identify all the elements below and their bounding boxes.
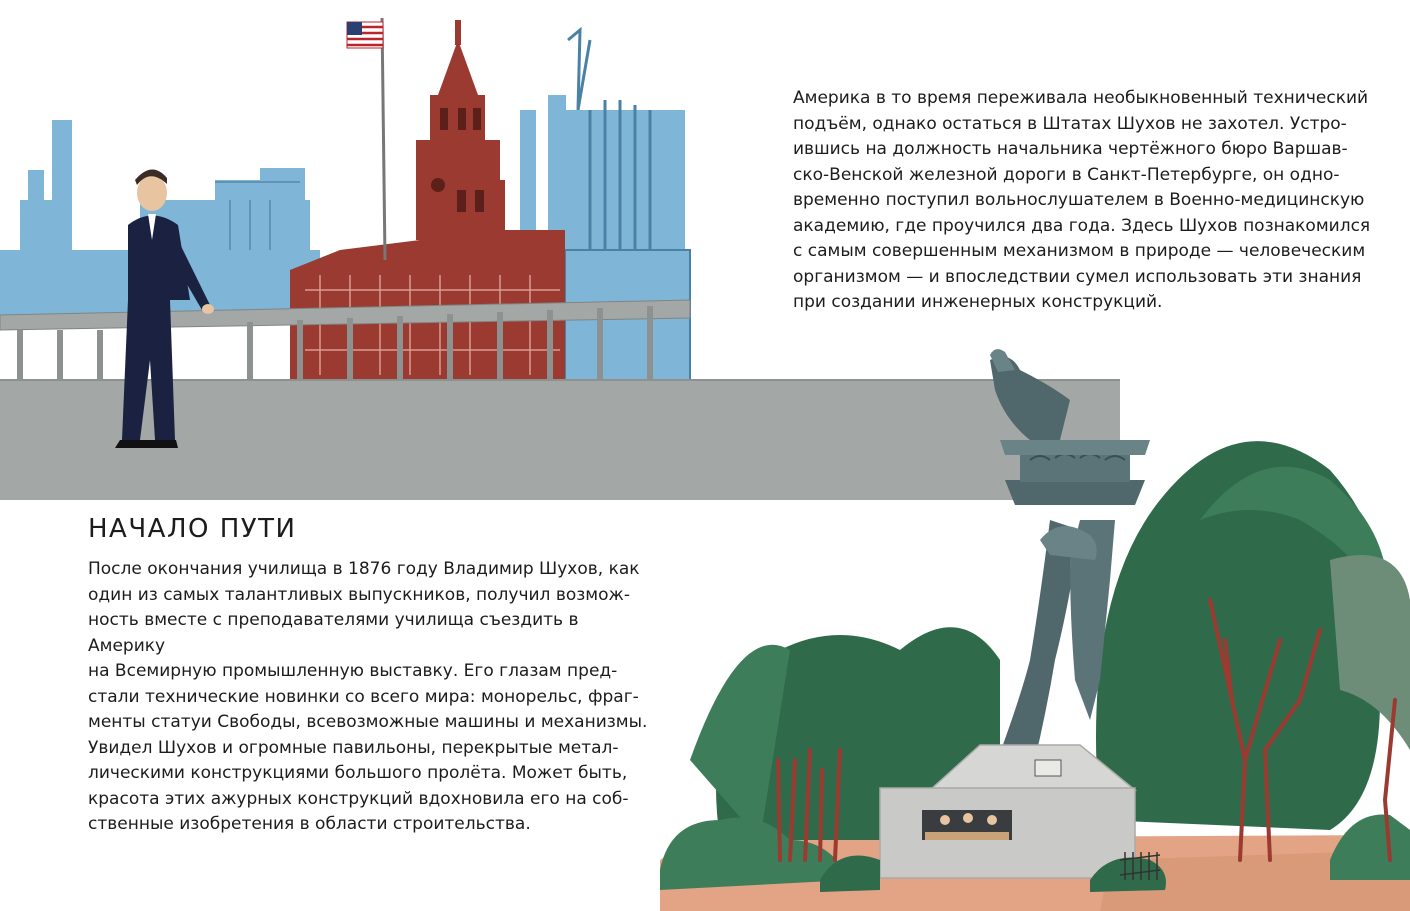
intro-paragraph: Америка в то время переживала необыкновенный технический подъём, однако остаться в Штатах Шухов не захотел. Устро- ившись на должность начальника чертёжного бюро Варшав- ско-Венской железной дороги в Санкт-Петербурге, он одно- временно поступил вольнослушателем в Военно-медицинскую академию, где проучился два года. Здесь Шухов познакомился с самым совершенным механизмом в природе — человеческим организмом — и впоследствии сумел использовать эти знания при создании инженерных конструкций.	[793, 88, 1371, 312]
section-heading: НАЧАЛО ПУТИ	[88, 514, 297, 544]
section-paragraph: После окончания училища в 1876 году Владимир Шухов, как один из самых талантливых выпускников, получил возмож- ность вместе с преподавателями училища съездить в Америку на Всемирную промышленную выставку. Его глазам пред- стали технические новинки со всего мира: монорельс, фраг- менты статуи Свободы, всевозможные машины и механизмы. Увидел Шухов и огромные павильоны, перекрытые метал- лическими конструкциями большого пролёта. Может быть, красота этих ажурных конструкций вдохновила его на соб- ственные изобретения в области строительства.	[88, 559, 648, 834]
american-flag-icon	[347, 22, 383, 48]
